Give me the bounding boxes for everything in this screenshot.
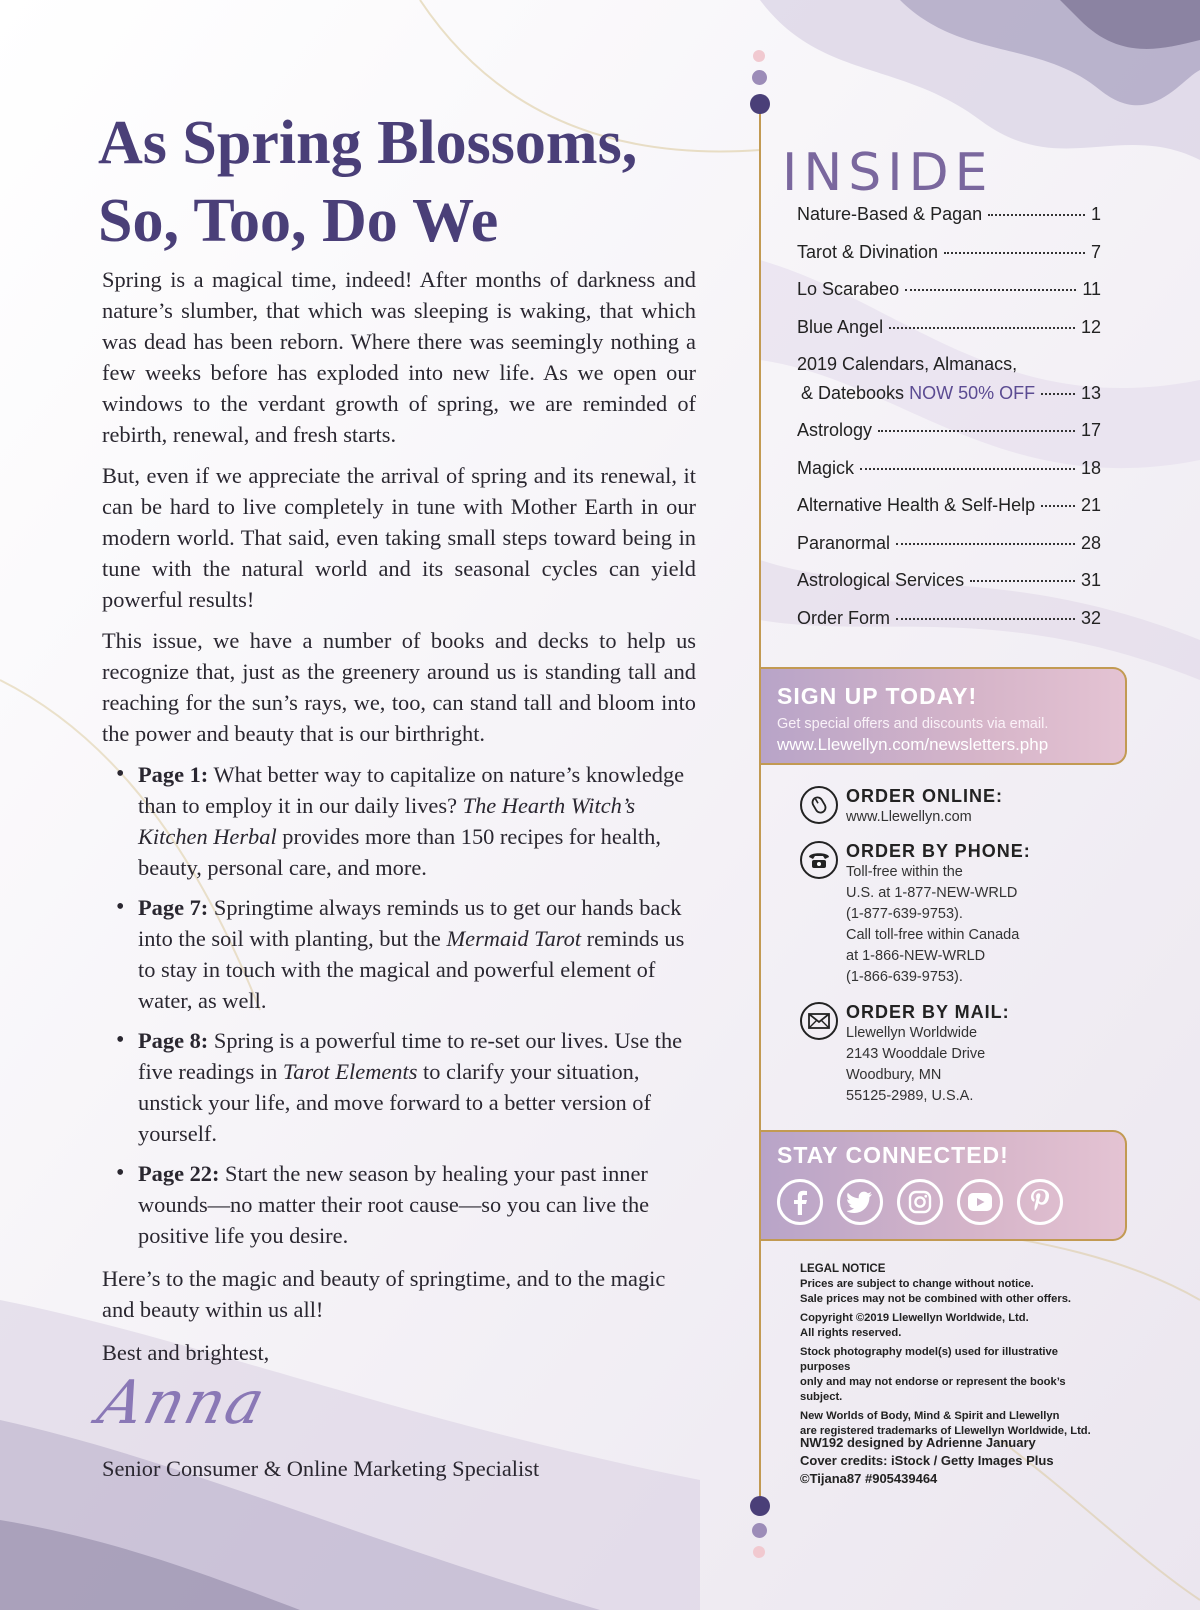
bullet-page-label: Page 7: (138, 895, 209, 920)
order-mail-title: ORDER BY MAIL: (846, 1002, 1010, 1022)
envelope-icon (800, 1002, 838, 1040)
bullet-page-label: Page 1: (138, 762, 209, 787)
title-line-1: As Spring Blossoms, (98, 109, 638, 177)
order-mail-line: 2143 Wooddale Drive (846, 1046, 986, 1062)
bullet-book-title: Tarot Elements (282, 1059, 418, 1084)
table-of-contents (797, 204, 1101, 645)
toc-label: Paranormal (797, 532, 891, 553)
bullet-text: provides more than 150 recipes for health, beauty, personal care, and more. (138, 824, 661, 880)
toc-page: 31 (1080, 570, 1101, 590)
bullet-text: Start the new season by healing your past inner wounds—no matter their root cause—so you can live the positive life you desire. (138, 1161, 650, 1248)
facebook-icon[interactable] (777, 1179, 823, 1225)
toc-label: & Datebooks (801, 383, 905, 403)
toc-item (797, 495, 1101, 533)
toc-page: 18 (1080, 457, 1101, 478)
twitter-icon[interactable] (837, 1179, 883, 1225)
toc-label: Nature-Based & Pagan (797, 204, 983, 224)
order-phone-line: (1-877-639-9753). (846, 906, 963, 922)
divider-dot (750, 1496, 770, 1516)
toc-item (797, 204, 1101, 242)
toc-item (797, 608, 1101, 646)
bullet-page-22 (102, 1158, 696, 1251)
legal-line: Prices are subject to change without notice. (800, 1278, 1034, 1290)
toc-page: 28 (1080, 532, 1101, 553)
bullet-page-8 (102, 1025, 696, 1149)
bullet-text: What better way to capitalize on nature’s knowledge than to employ it in our daily lives? (138, 762, 685, 818)
divider-dot (752, 1523, 767, 1538)
bullet-page-label: Page 8: (138, 1028, 209, 1053)
toc-item (797, 533, 1101, 571)
signoff: Best and brightest, (102, 1340, 270, 1365)
bullet-book-title: Mermaid Tarot (446, 926, 582, 951)
newsletter-link[interactable]: www.Llewellyn.com/newsletters.php (777, 735, 1049, 754)
order-online-title: ORDER ONLINE: (846, 786, 1003, 806)
paragraph-2: But, even if we appreciate the arrival of spring and its renewal, it can be hard to live completely in tune with Mother Earth in our modern world. That said, even taking small steps toward being in tune with the natural world and its seasonal cycles can yield powerful results! (102, 463, 696, 612)
toc-label: Blue Angel (797, 316, 884, 337)
bullet-text: Spring is a powerful time to re-set our lives. Use the five readings in (138, 1028, 683, 1084)
signup-title: SIGN UP TODAY! (777, 683, 978, 709)
legal-notice (800, 1262, 1100, 1439)
toc-page: 17 (1080, 420, 1101, 440)
legal-line: Stock photography model(s) used for illustrative purposes (800, 1346, 1058, 1373)
toc-label: Magick (797, 457, 855, 478)
order-phone-line: U.S. at 1-877-NEW-WRLD (846, 885, 1018, 901)
order-phone-line: Call toll-free within Canada (846, 927, 1020, 943)
order-phone (800, 841, 1031, 988)
divider-dot (753, 1546, 765, 1558)
order-mail-line: Woodbury, MN (846, 1067, 942, 1083)
toc-label: Astrology (797, 420, 873, 440)
toc-item (797, 570, 1101, 608)
highlights-list (102, 759, 696, 1251)
mouse-icon (800, 786, 838, 824)
bullet-book-title: The Hearth Witch’s Kitchen Herbal (138, 793, 636, 849)
article-body (102, 264, 696, 1378)
toc-item (797, 279, 1101, 317)
instagram-icon[interactable] (897, 1179, 943, 1225)
signer-title: Senior Consumer & Online Marketing Specialist (102, 1456, 540, 1481)
order-mail (800, 1002, 1010, 1107)
youtube-icon[interactable] (957, 1179, 1003, 1225)
bullet-text: Springtime always reminds us to get our hands back into the soil with planting, but the (138, 895, 682, 951)
bullet-text: reminds us to stay in touch with the magical and powerful element of water, as well. (138, 926, 685, 1013)
order-mail-line: 55125-2989, U.S.A. (846, 1088, 974, 1104)
toc-page: 21 (1080, 495, 1101, 515)
paragraph-1: Spring is a magical time, indeed! After months of darkness and nature’s slumber, that which was sleeping is waking, that which was dead has been reborn. Where there was seemingly nothing a few weeks before has exploded into new life. As we open our windows to the verdant growth of spring, we are reminded of rebirth, renewal, and fresh starts. (102, 267, 696, 447)
toc-item (797, 458, 1101, 496)
signature: Anna (91, 1368, 274, 1438)
toc-page: 13 (1080, 383, 1101, 403)
legal-line: All rights reserved. (800, 1327, 902, 1339)
toc-page: 12 (1080, 316, 1101, 337)
order-phone-line: (1-866-639-9753). (846, 969, 963, 985)
divider-dot (753, 50, 765, 62)
toc-page: 1 (1090, 204, 1101, 224)
signup-banner[interactable] (761, 667, 1127, 765)
legal-line: Sale prices may not be combined with other offers. (800, 1293, 1072, 1305)
order-online-link[interactable]: www.Llewellyn.com (846, 809, 972, 825)
order-mail-line: Llewellyn Worldwide (846, 1025, 978, 1041)
order-phone-line: Toll-free within the (846, 864, 963, 880)
toc-label: 2019 Calendars, Almanacs, (797, 354, 1018, 374)
legal-line: are registered trademarks of Llewellyn Worldwide, Ltd. (800, 1425, 1091, 1437)
toc-highlight: NOW 50% OFF (909, 383, 1036, 403)
toc-item (797, 354, 1101, 420)
credit-line: ©Tijana87 #905439464 (800, 1471, 938, 1486)
inside-title: INSIDE (782, 143, 994, 203)
legal-heading: LEGAL NOTICE (800, 1263, 886, 1275)
column-divider (759, 100, 761, 1510)
stay-connected-banner (761, 1130, 1127, 1241)
signup-subtitle: Get special offers and discounts via email. (777, 716, 1049, 732)
toc-label: Order Form (797, 607, 891, 628)
toc-item (797, 420, 1101, 458)
legal-line: Copyright ©2019 Llewellyn Worldwide, Ltd. (800, 1312, 1029, 1324)
pinterest-icon[interactable] (1017, 1179, 1063, 1225)
credit-line: Cover credits: iStock / Getty Images Plus (800, 1453, 1054, 1468)
toc-item (797, 317, 1101, 355)
toc-page: 11 (1082, 279, 1101, 299)
closing-paragraph: Here’s to the magic and beauty of springtime, and to the magic and beauty within us all! (102, 1266, 666, 1322)
toc-label: Alternative Health & Self-Help (797, 495, 1036, 515)
order-phone-title: ORDER BY PHONE: (846, 841, 1031, 861)
bullet-page-label: Page 22: (138, 1161, 220, 1186)
title-line-2: So, Too, Do We (98, 187, 499, 255)
bullet-text: to clarify your situation, unstick your life, and move forward to a better version of yourself. (138, 1059, 651, 1146)
toc-item (797, 242, 1101, 280)
toc-page: 32 (1080, 607, 1101, 628)
credits (800, 1434, 1054, 1488)
paragraph-3: This issue, we have a number of books and decks to help us recognize that, just as the greenery around us is standing tall and reaching for the sun’s rays, we, too, can stand tall and bloom into the power and beauty that is our birthright. (102, 628, 696, 746)
order-phone-line: at 1-866-NEW-WRLD (846, 948, 986, 964)
bullet-page-7 (102, 892, 696, 1016)
toc-label: Astrological Services (797, 570, 965, 590)
phone-icon (800, 841, 838, 879)
credit-line: NW192 designed by Adrienne January (800, 1435, 1036, 1450)
toc-label: Tarot & Divination (797, 241, 939, 262)
toc-page: 7 (1090, 241, 1101, 262)
stay-connected-title: STAY CONNECTED! (777, 1142, 1009, 1168)
order-online (800, 786, 1003, 828)
legal-line: only and may not endorse or represent the book’s subject. (800, 1376, 1066, 1403)
legal-line: New Worlds of Body, Mind & Spirit and Llewellyn (800, 1410, 1060, 1422)
bullet-page-1 (102, 759, 696, 883)
social-icons (777, 1179, 1125, 1225)
divider-dot (752, 70, 767, 85)
toc-label: Lo Scarabeo (797, 279, 900, 299)
article-title (98, 104, 738, 260)
divider-dot (750, 94, 770, 114)
